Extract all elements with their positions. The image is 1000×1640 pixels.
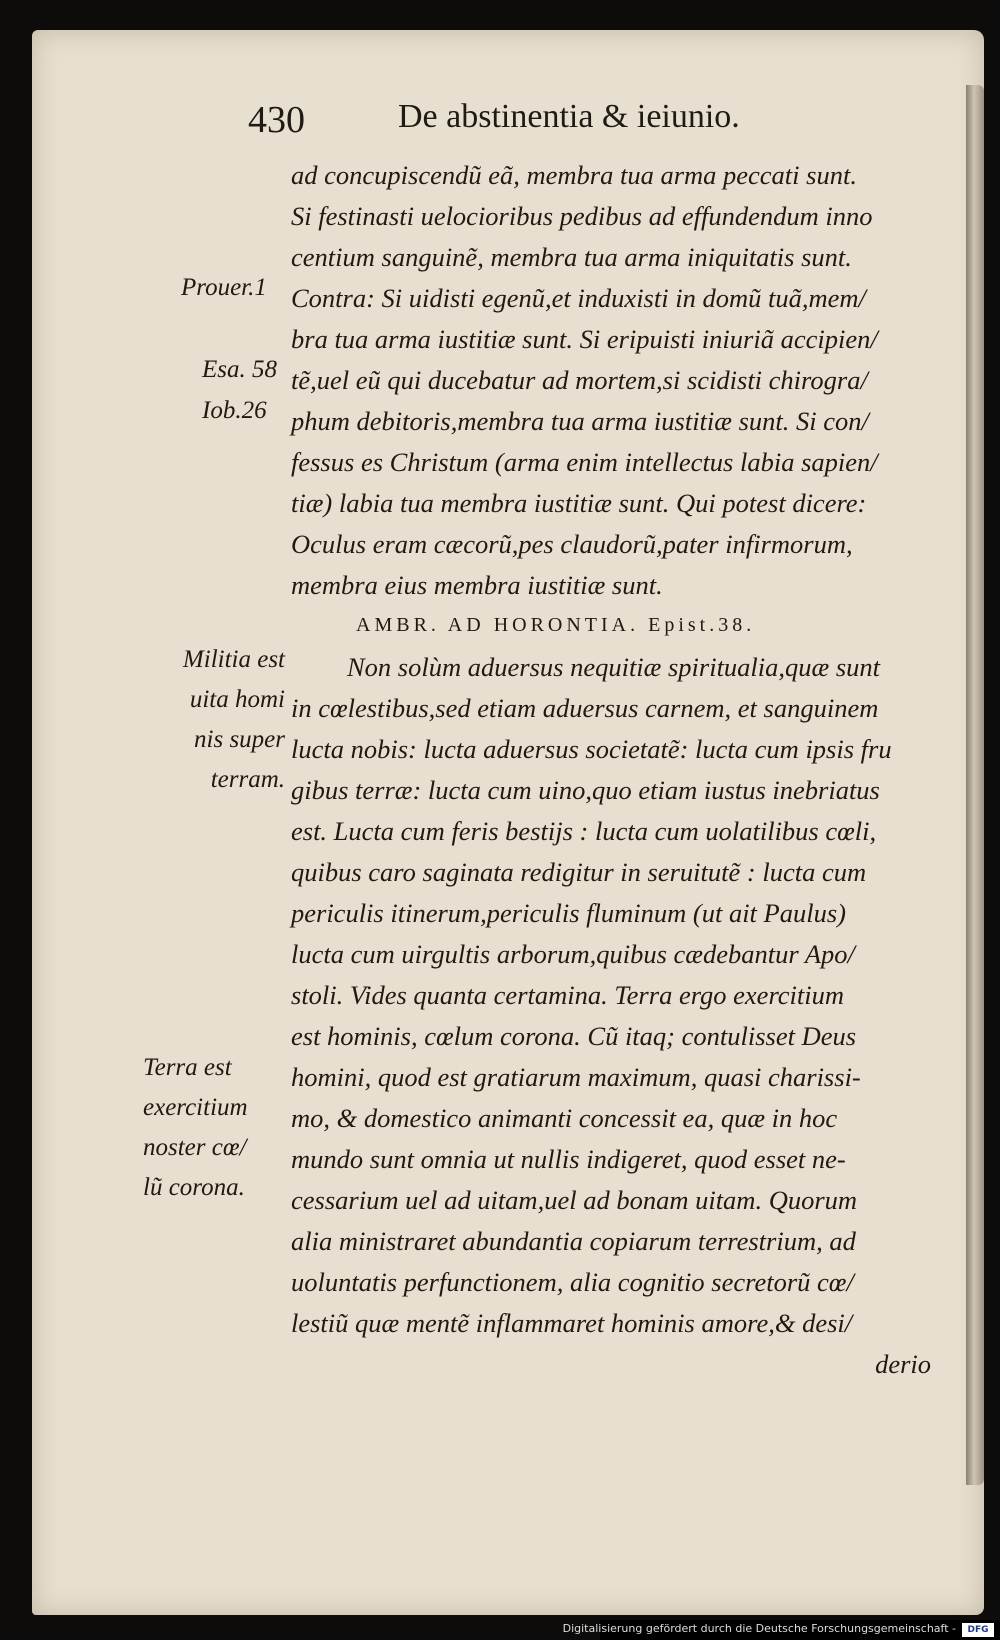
- text-line: in cœlestibus,sed etiam aduersus carnem, et sanguinem: [291, 693, 879, 723]
- margin-line: exercitium: [143, 1094, 248, 1121]
- text-line: lestiũ quæ mentẽ inflammaret hominis amore,& desi/: [291, 1308, 853, 1338]
- text-line: est. Lucta cum feris bestijs : lucta cum uolatilibus cœli,: [291, 816, 877, 846]
- margin-note-prouer: Prouer.1: [181, 274, 267, 301]
- text-line: uoluntatis perfunctionem, alia cognitio secretorũ cœ/: [291, 1267, 854, 1297]
- text-line: Non solùm aduersus nequitiæ spiritualia,quæ sunt: [347, 652, 881, 682]
- text-line: mo, & domestico animanti concessit ea, quæ in hoc: [291, 1103, 838, 1133]
- dfg-logo-icon: DFG: [962, 1623, 994, 1637]
- text-line: Si festinasti uelocioribus pedibus ad effundendum inno: [291, 201, 873, 231]
- margin-note-militia: [163, 640, 285, 800]
- margin-line: Militia est: [182, 646, 285, 673]
- footer-bar: [562, 1620, 1000, 1640]
- margin-line: terram.: [210, 766, 285, 793]
- catchword: derio: [875, 1349, 931, 1379]
- text-line: cessarium uel ad uitam,uel ad bonam uitam. Quorum: [291, 1185, 858, 1215]
- margin-note-terra: [143, 1048, 248, 1208]
- margin-note-esa: Esa. 58: [202, 356, 277, 383]
- text-line: Contra: Si uidisti egenũ,et induxisti in domũ tuã,mem/: [291, 283, 866, 313]
- margin-line: noster cœ/: [143, 1134, 247, 1161]
- text-line: fessus es Christum (arma enim intellectus labia sapien/: [291, 447, 878, 477]
- margin-line: Terra est: [143, 1054, 232, 1081]
- margin-line: nis super: [194, 726, 285, 753]
- section-heading: AMBR. AD HORONTIA. Epist.38.: [356, 614, 756, 636]
- text-line: ad concupiscendũ eã, membra tua arma peccati sunt.: [291, 160, 857, 190]
- margin-line: lũ corona.: [143, 1174, 245, 1201]
- main-text-block-2: [291, 647, 941, 1385]
- running-head: De abstinentia & ieiunio.: [398, 98, 740, 135]
- text-line: centium sanguinẽ, membra tua arma iniquitatis sunt.: [291, 242, 852, 272]
- main-text-block-1: [291, 155, 941, 606]
- page-number: 430: [248, 99, 305, 141]
- text-line: tẽ,uel eũ qui ducebatur ad mortem,si scidisti chirogra/: [291, 365, 868, 395]
- page-edge: [966, 85, 984, 1485]
- text-line: mundo sunt omnia ut nullis indigeret, quod esset ne-: [291, 1144, 846, 1174]
- margin-line: uita homi: [189, 686, 285, 713]
- text-line: phum debitoris,membra tua arma iustitiæ sunt. Si con/: [291, 406, 869, 436]
- page-header: [248, 74, 868, 141]
- footer-credit: Digitalisierung gefördert durch die Deutsche Forschungsgemeinschaft -: [562, 1622, 956, 1635]
- text-line: lucta cum uirgultis arborum,quibus cædebantur Apo/: [291, 939, 855, 969]
- text-line: lucta nobis: lucta aduersus societatẽ: lucta cum ipsis fru: [291, 734, 892, 764]
- text-line: Oculus eram cæcorũ,pes claudorũ,pater infirmorum,: [291, 529, 853, 559]
- text-line: membra eius membra iustitiæ sunt.: [291, 570, 663, 600]
- text-line: periculis itinerum,periculis fluminum (ut ait Paulus): [291, 898, 846, 928]
- text-line: homini, quod est gratiarum maximum, quasi charissi-: [291, 1062, 861, 1092]
- text-line: stoli. Vides quanta certamina. Terra ergo exercitium: [291, 980, 845, 1010]
- text-line: est hominis, cœlum corona. Cũ itaq; contulisset Deus: [291, 1021, 857, 1051]
- text-line: gibus terræ: lucta cum uino,quo etiam iustus inebriatus: [291, 775, 880, 805]
- text-line: quibus caro saginata redigitur in seruitutẽ : lucta cum: [291, 857, 867, 887]
- text-line: bra tua arma iustitiæ sunt. Si eripuisti iniuriã accipien/: [291, 324, 878, 354]
- margin-note-iob: Iob.26: [202, 397, 267, 424]
- text-line: alia ministraret abundantia copiarum terrestrium, ad: [291, 1226, 856, 1256]
- text-line: tiæ) labia tua membra iustitiæ sunt. Qui potest dicere:: [291, 488, 867, 518]
